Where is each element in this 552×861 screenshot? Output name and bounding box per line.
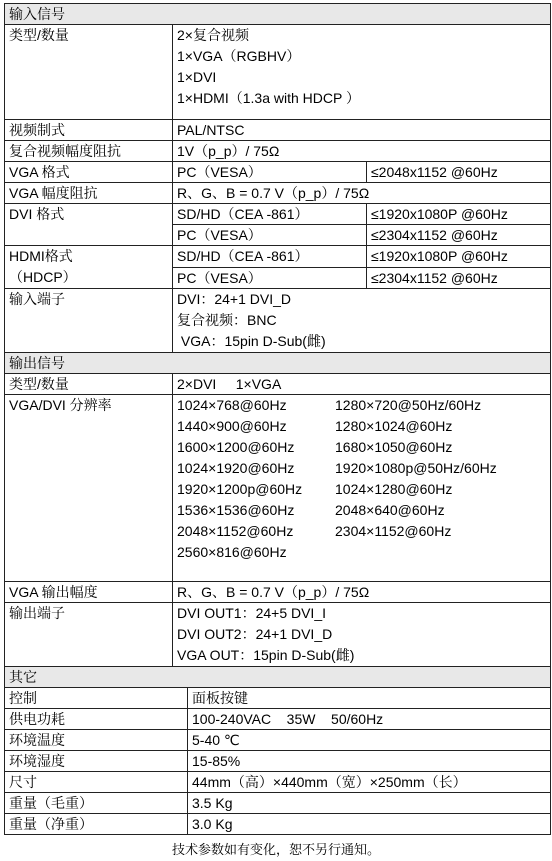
other-value: 面板按键	[188, 688, 551, 709]
dvi-fmt-std: SD/HD（CEA -861）	[173, 204, 367, 225]
resolution-item: 1280×720@50Hz/60Hz	[335, 397, 482, 413]
video-std-label: 视频制式	[5, 120, 173, 141]
output-type-value: 2×DVI 1×VGA	[173, 374, 551, 395]
input-type-value: 1×VGA（RGBHV）	[177, 48, 301, 64]
input-ports-label: 输入端子	[5, 289, 173, 353]
video-std-value: PAL/NTSC	[173, 120, 551, 141]
input-spec-table	[4, 3, 551, 667]
dvi-fmt-res: ≤2304x1152 @60Hz	[367, 225, 551, 246]
spec-sheet	[4, 3, 550, 835]
output-port-value: DVI OUT1：24+5 DVI_I	[177, 605, 327, 621]
resolution-item: 1920×1080p@50Hz/60Hz	[335, 460, 497, 476]
other-value: 3.5 Kg	[188, 793, 551, 814]
output-ports-label: 输出端子	[5, 603, 173, 667]
resolution-item: 2048×640@60Hz	[335, 502, 445, 518]
output-ports-values	[173, 603, 551, 667]
resolution-item: 2048×1152@60Hz	[177, 523, 294, 539]
dvi-fmt-res: ≤1920x1080P @60Hz	[367, 204, 551, 225]
output-section-header: 输出信号	[5, 353, 551, 374]
other-value: 100-240VAC 35W 50/60Hz	[188, 709, 551, 730]
dvi-fmt-std: PC（VESA）	[173, 225, 367, 246]
other-value: 5-40 ℃	[188, 730, 551, 751]
hdmi-fmt-res: ≤1920x1080P @60Hz	[367, 246, 551, 268]
other-label: 环境湿度	[5, 751, 188, 772]
resolution-item: 1600×1200@60Hz	[177, 439, 295, 455]
other-value: 3.0 Kg	[188, 814, 551, 835]
output-res-list	[173, 395, 551, 582]
resolution-item: 2304×1152@60Hz	[335, 523, 452, 539]
resolution-item: 1680×1050@60Hz	[335, 439, 453, 455]
input-type-label: 类型/数量	[5, 25, 173, 120]
other-value: 44mm（高）×440mm（宽）×250mm（长）	[188, 772, 551, 793]
vga-amp-label: VGA 输出幅度	[5, 582, 173, 603]
vga-fmt-res: ≤2048x1152 @60Hz	[367, 162, 551, 183]
resolution-item: 2560×816@60Hz	[177, 544, 287, 560]
output-port-value: DVI OUT2：24+1 DVI_D	[177, 626, 333, 642]
resolution-item: 1024×1280@60Hz	[335, 481, 453, 497]
footer-note: 技术参数如有变化，恕不另行通知。	[171, 842, 380, 857]
vga-imp-label: VGA 幅度阻抗	[5, 183, 173, 204]
resolution-item: 1024×1920@60Hz	[177, 460, 295, 476]
input-type-values	[173, 25, 551, 120]
input-ports-values	[173, 289, 551, 353]
output-port-value: VGA OUT：15pin D-Sub(雌)	[177, 647, 355, 663]
other-label: 供电功耗	[5, 709, 188, 730]
other-spec-table	[4, 666, 551, 835]
hdmi-fmt-std: PC（VESA）	[173, 267, 367, 289]
output-type-label: 类型/数量	[5, 374, 173, 395]
hdmi-fmt-std: SD/HD（CEA -861）	[173, 246, 367, 268]
vga-imp-value: R、G、B = 0.7 V（p_p）/ 75Ω	[173, 183, 551, 204]
input-type-value: 1×DVI	[177, 69, 217, 85]
hdmi-fmt-sub: （HDCP）	[9, 269, 77, 285]
input-type-value: 1×HDMI（1.3a with HDCP ）	[177, 90, 360, 106]
resolution-item	[335, 542, 550, 563]
other-label: 重量（毛重）	[5, 793, 188, 814]
resolution-item: 1920×1200p@60Hz	[177, 481, 303, 497]
hdmi-fmt-label-cell	[5, 246, 173, 289]
input-port-value: VGA：15pin D-Sub(雌)	[177, 333, 326, 349]
resolution-item: 1440×900@60Hz	[177, 418, 287, 434]
input-port-value: 复合视频：BNC	[177, 312, 277, 328]
input-port-value: DVI：24+1 DVI_D	[177, 291, 291, 307]
other-label: 尺寸	[5, 772, 188, 793]
resolution-item: 1536×1536@60Hz	[177, 502, 295, 518]
output-res-label: VGA/DVI 分辨率	[5, 395, 173, 582]
other-section-header: 其它	[5, 667, 551, 688]
vga-fmt-value: PC（VESA）	[173, 162, 367, 183]
dvi-fmt-label: DVI 格式	[5, 204, 173, 246]
cv-imp-label: 复合视频幅度阻抗	[5, 141, 173, 162]
other-label: 重量（净重）	[5, 814, 188, 835]
input-section-header: 输入信号	[5, 4, 551, 25]
resolution-grid	[177, 395, 550, 563]
other-label: 环境温度	[5, 730, 188, 751]
hdmi-fmt-res: ≤2304x1152 @60Hz	[367, 267, 551, 289]
vga-fmt-label: VGA 格式	[5, 162, 173, 183]
vga-amp-value: R、G、B = 0.7 V（p_p）/ 75Ω	[173, 582, 551, 603]
resolution-item: 1280×1024@60Hz	[335, 418, 453, 434]
other-value: 15-85%	[188, 751, 551, 772]
hdmi-fmt-label: HDMI格式	[9, 248, 73, 264]
resolution-item: 1024×768@60Hz	[177, 397, 287, 413]
other-label: 控制	[5, 688, 188, 709]
cv-imp-value: 1V（p_p）/ 75Ω	[173, 141, 551, 162]
input-type-value: 2×复合视频	[177, 27, 249, 43]
